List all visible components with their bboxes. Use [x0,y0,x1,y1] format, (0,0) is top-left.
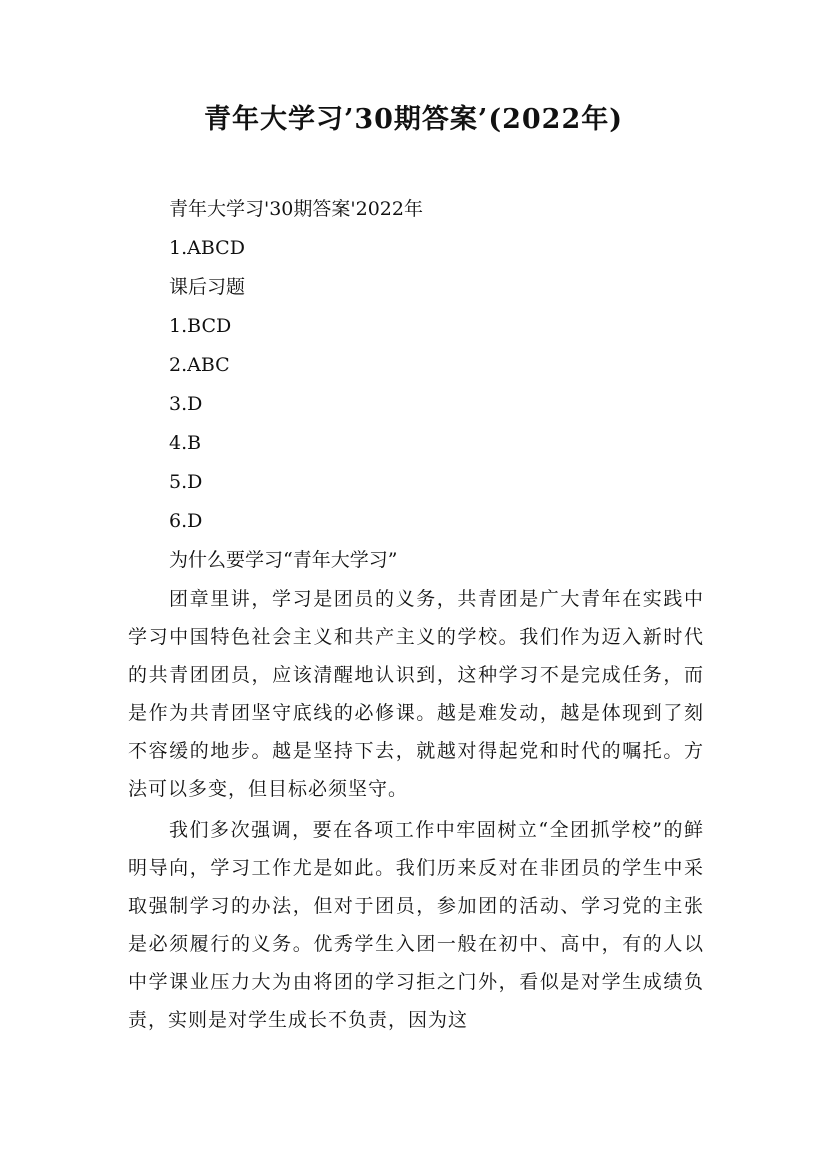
answer-list [128,307,704,541]
paragraph: 我们多次强调，要在各项工作中牢固树立“全团抓学校”的鲜明导向，学习工作尤是如此。我们历来反对在非团员的学生中采取强制学习的办法，但对于团员，参加团的活动、学习党的主张是必须履行的义务。优秀学生入团一般在初中、高中，有的人以中学课业压力大为由将团的学习拒之门外，看似是对学生成绩负责，实则是对学生成长不负责，因为这 [128,819,704,1031]
answer-item: 2.ABC [169,354,230,376]
answer-item: 4.B [169,432,202,454]
document-body [128,190,704,1039]
answer-item: 6.D [169,510,203,532]
answer-item: 1.BCD [169,315,232,337]
main-answer: 1.ABCD [169,237,245,259]
answer-item: 3.D [169,393,203,415]
paragraph: 团章里讲，学习是团员的义务，共青团是广大青年在实践中学习中国特色社会主义和共产主义的学校。我们作为迈入新时代的共青团团员，应该清醒地认识到，这种学习不是完成任务，而是作为共青团坚守底线的必修课。越是难发动，越是体现到了刻不容缓的地步。越是坚持下去，就越对得起党和时代的嘱托。方法可以多变，但目标必须坚守。 [128,588,704,800]
document-title: 青年大学习’30期答案’(2022年) [203,104,624,135]
section-heading: 课后习题 [169,276,246,298]
subtitle-line: 青年大学习'30期答案'2022年 [169,198,423,220]
answer-item: 5.D [169,471,203,493]
essay-heading: 为什么要学习“青年大学习” [169,549,398,571]
